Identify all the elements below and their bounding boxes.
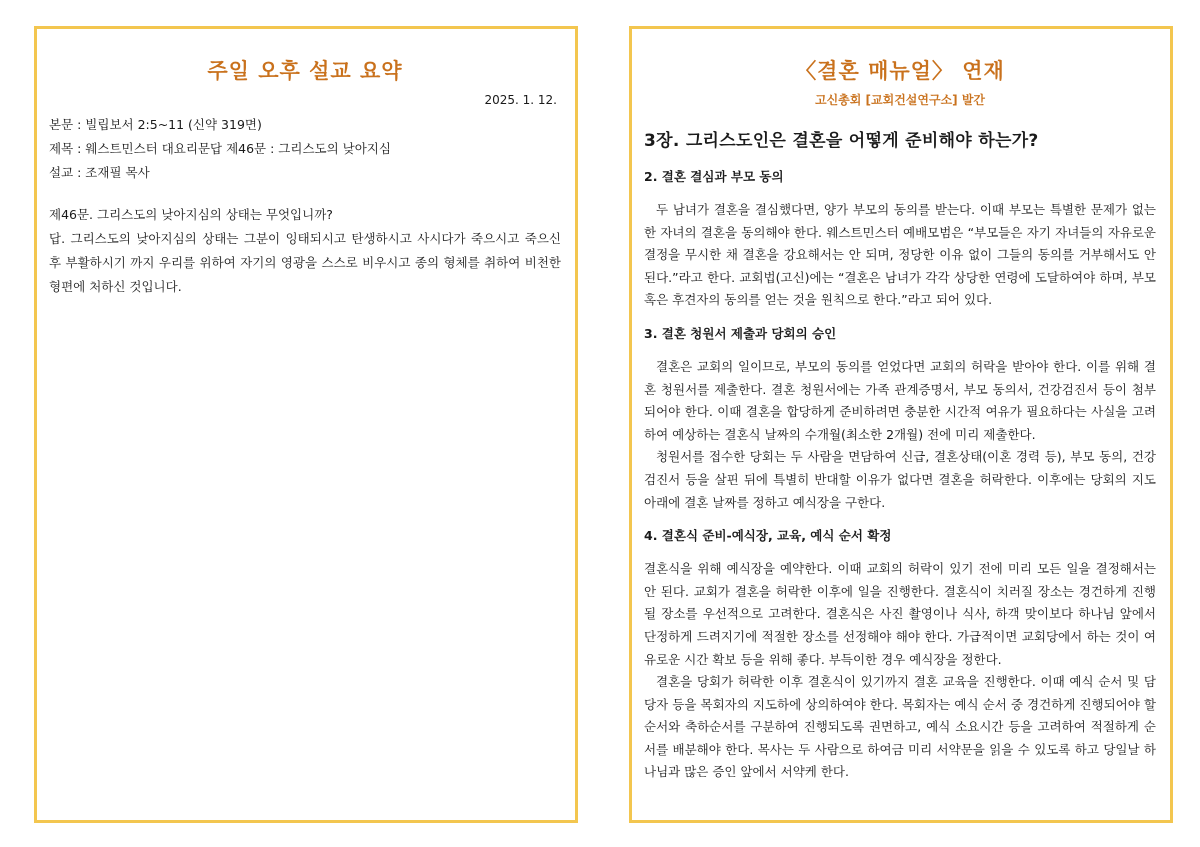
spacer (49, 185, 561, 203)
marriage-manual-panel (629, 26, 1173, 823)
sermon-title: 주일 오후 설교 요약 (207, 59, 403, 83)
section-heading: 2. 결혼 결심과 부모 동의 (644, 169, 784, 184)
catechism-question: 제46문. 그리스도의 낮아지심의 상태는 무엇입니까? (49, 207, 333, 222)
chapter-heading: 3장. 그리스도인은 결혼을 어떻게 준비해야 하는가? (644, 131, 1039, 151)
manual-publisher: 고신총회 [교회건설연구소] 발간 (814, 93, 986, 107)
manual-title: 〈결혼 매뉴얼〉 연재 (795, 59, 1005, 83)
sermon-preacher: 설교 : 조재필 목사 (49, 165, 150, 180)
section-ceremony-preparation (644, 526, 1156, 784)
section-paragraph: 청원서를 접수한 당회는 두 사람을 면담하여 신급, 결혼상태(이혼 경력 등), 부모 동의, 건강검진서 등을 살핀 뒤에 특별히 반대할 이유가 없다면 결혼을 허락한다. 이후에는 당회의 지도 아래에 결혼 날짜를 정하고 예식장을 구한다. (644, 449, 1156, 510)
section-paragraph: 결혼을 당회가 허락한 이후 결혼식이 있기까지 결혼 교육을 진행한다. 이때 예식 순서 및 담당자 등을 목회자의 지도하에 상의하여야 한다. 목회자는 예식 순서 중 경건하게 진행되어야 할 순서와 축하순서를 구분하여 진행되도록 권면하고, 예식 소요시간 등을 고려하여 적절하게 순서를 배분해야 한다. 목사는 두 사람으로 하여금 미리 서약문을 읽을 수 있도록 하고 당일날 하나님과 많은 증인 앞에서 서약케 한다. (644, 674, 1156, 780)
sermon-date: 2025. 1. 12. (484, 93, 557, 107)
sermon-subject: 제목 : 웨스트민스터 대요리문답 제46문 : 그리스도의 낮아지심 (49, 141, 391, 156)
sermon-summary-panel (34, 26, 578, 823)
sermon-scripture: 본문 : 빌립보서 2:5~11 (신약 319면) (49, 117, 262, 132)
catechism-answer: 답. 그리스도의 낮아지심의 상태는 그분이 잉태되시고 탄생하시고 사시다가 죽으시고 죽으신 후 부활하시기 까지 우리를 위하여 자기의 영광을 스스로 비우시고 종의 형체를 취하여 비천한 형편에 처하신 것입니다. (49, 231, 561, 294)
section-paragraph: 결혼은 교회의 일이므로, 부모의 동의를 얻었다면 교회의 허락을 받아야 한다. 이를 위해 결혼 청원서를 제출한다. 결혼 청원서에는 가족 관계증명서, 부모 동의서, 건강검진서 등이 첨부되어야 한다. 이때 결혼을 합당하게 준비하려면 충분한 시간적 여유가 필요하다는 사실을 고려하여 예상하는 결혼식 날짜의 수개월(최소한 2개월) 전에 미리 제출한다. (644, 358, 1156, 442)
section-paragraph: 두 남녀가 결혼을 결심했다면, 양가 부모의 동의를 받는다. 이때 부모는 특별한 문제가 없는 한 자녀의 결혼을 동의해야 한다. 웨스트민스터 예배모범은 “부모들은 자기 자녀들의 자유로운 결정을 무시한 채 결혼을 강요해서는 안 되며, 정당한 이유 없이 그들의 동의를 거부해서도 안 된다.”라고 한다. 교회법(고신)에는 “결혼은 남녀가 각각 상당한 연령에 도달하여야 하며, 부모 혹은 후견자의 동의를 얻는 것을 원칙으로 한다.”라고 되어 있다. (644, 202, 1156, 308)
section-heading: 3. 결혼 청원서 제출과 당회의 승인 (644, 325, 837, 341)
section-heading: 4. 결혼식 준비-예식장, 교육, 예식 순서 확정 (644, 528, 892, 544)
section-petition-approval (644, 324, 1156, 514)
section-paragraph: 결혼식을 위해 예식장을 예약한다. 이때 교회의 허락이 있기 전에 미리 모든 일을 결정해서는 안 된다. 교회가 결혼을 허락한 이후에 일을 진행한다. 결혼식이 치러질 장소는 경건하게 진행될 장소를 우선적으로 고려한다. 결혼식은 사진 촬영이나 식사, 하객 맞이보다 하나님 앞에서 단정하게 드려지기에 적절한 장소를 선정해야 해야 한다. 가급적이면 교회당에서 하는 것이 여유로운 시간 확보 등을 위해 좋다. 부득이한 경우 예식장을 정한다. (644, 561, 1156, 667)
section-parental-consent (644, 167, 1156, 312)
